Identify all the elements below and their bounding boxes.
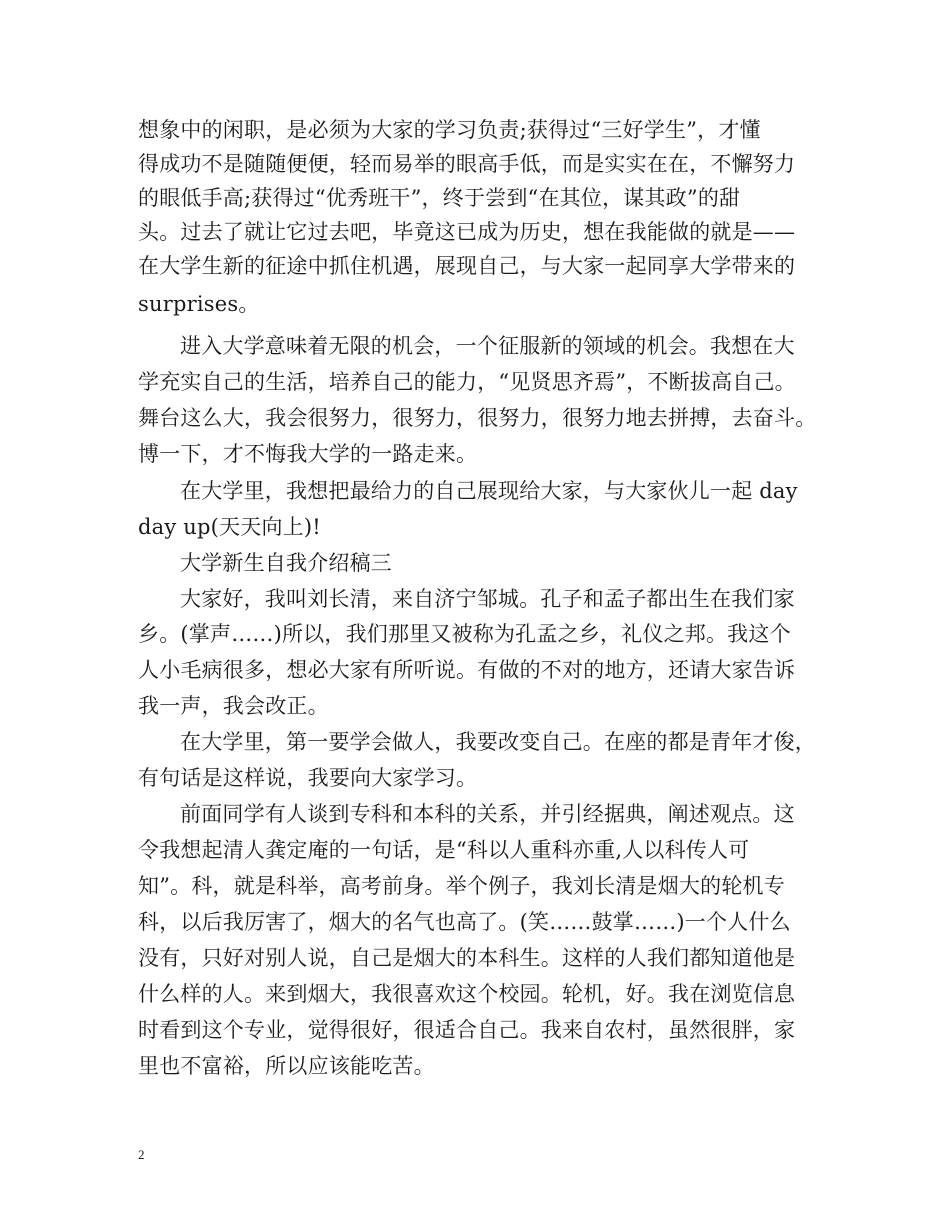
text-line: 在大学生新的征途中抓住机遇，展现自己，与大家一起同享大学带来的 bbox=[138, 254, 796, 278]
text-line: 令我想起清人龚定庵的一句话，是“科以人重科亦重,人以科传人可 bbox=[138, 838, 750, 862]
text-line: 知”。科，就是科举，高考前身。举个例子，我刘长清是烟大的轮机专 bbox=[138, 874, 785, 898]
paragraph-start-line: 在大学里，我想把最给力的自己展现给大家，与大家伙儿一起 day bbox=[180, 479, 798, 503]
section-heading: 大学新生自我介绍稿三 bbox=[180, 551, 392, 575]
text-line: 没有，只好对别人说，自己是烟大的本科生。这样的人我们都知道他是 bbox=[138, 946, 796, 970]
text-line: 人小毛病很多，想必大家有所听说。有做的不对的地方，还请大家告诉 bbox=[138, 658, 796, 682]
text-line: 我一声，我会改正。 bbox=[138, 694, 329, 718]
paragraph-start-line: 在大学里，第一要学会做人，我要改变自己。在座的都是青年才俊， bbox=[180, 730, 816, 754]
text-line: 有句话是这样说，我要向大家学习。 bbox=[138, 766, 478, 790]
text-line: 什么样的人。来到烟大，我很喜欢这个校园。轮机，好。我在浏览信息 bbox=[138, 982, 796, 1006]
text-line: 的眼低手高;获得过“优秀班干”，终于尝到“在其位，谋其政”的甜 bbox=[138, 186, 741, 210]
text-line: 学充实自己的生活，培养自己的能力，“见贤思齐焉”，不断拔高自己。 bbox=[138, 370, 796, 394]
text-line: 头。过去了就让它过去吧，毕竟这已成为历史，想在我能做的就是—— bbox=[138, 220, 796, 244]
text-line: day up(天天向上)! bbox=[138, 515, 321, 539]
page-number: 2 bbox=[138, 1147, 145, 1162]
paragraph-start-line: 大家好，我叫刘长清，来自济宁邹城。孔子和孟子都出生在我们家 bbox=[180, 587, 795, 611]
text-line: 舞台这么大，我会很努力，很努力，很努力，很努力地去拼搏，去奋斗。 bbox=[138, 406, 817, 430]
text-line: 里也不富裕，所以应该能吃苦。 bbox=[138, 1054, 435, 1078]
paragraph-start-line: 前面同学有人谈到专科和本科的关系，并引经据典，阐述观点。这 bbox=[180, 802, 795, 826]
text-line: surprises。 bbox=[138, 292, 260, 316]
text-line: 得成功不是随随便便，轻而易举的眼高手低，而是实实在在，不懈努力 bbox=[138, 152, 796, 176]
text-line: 时看到这个专业，觉得很好，很适合自己。我来自农村，虽然很胖，家 bbox=[138, 1018, 796, 1042]
text-line: 想象中的闲职，是必须为大家的学习负责;获得过“三好学生”，才懂 bbox=[138, 118, 761, 142]
paragraph-start-line: 进入大学意味着无限的机会，一个征服新的领域的机会。我想在大 bbox=[180, 334, 795, 358]
text-line: 博一下，才不悔我大学的一路走来。 bbox=[138, 442, 478, 466]
text-line: 乡。(掌声……)所以，我们那里又被称为孔孟之乡，礼仪之邦。我这个 bbox=[138, 622, 791, 646]
text-line: 科，以后我厉害了，烟大的名气也高了。(笑……鼓掌……)一个人什么 bbox=[138, 910, 791, 934]
